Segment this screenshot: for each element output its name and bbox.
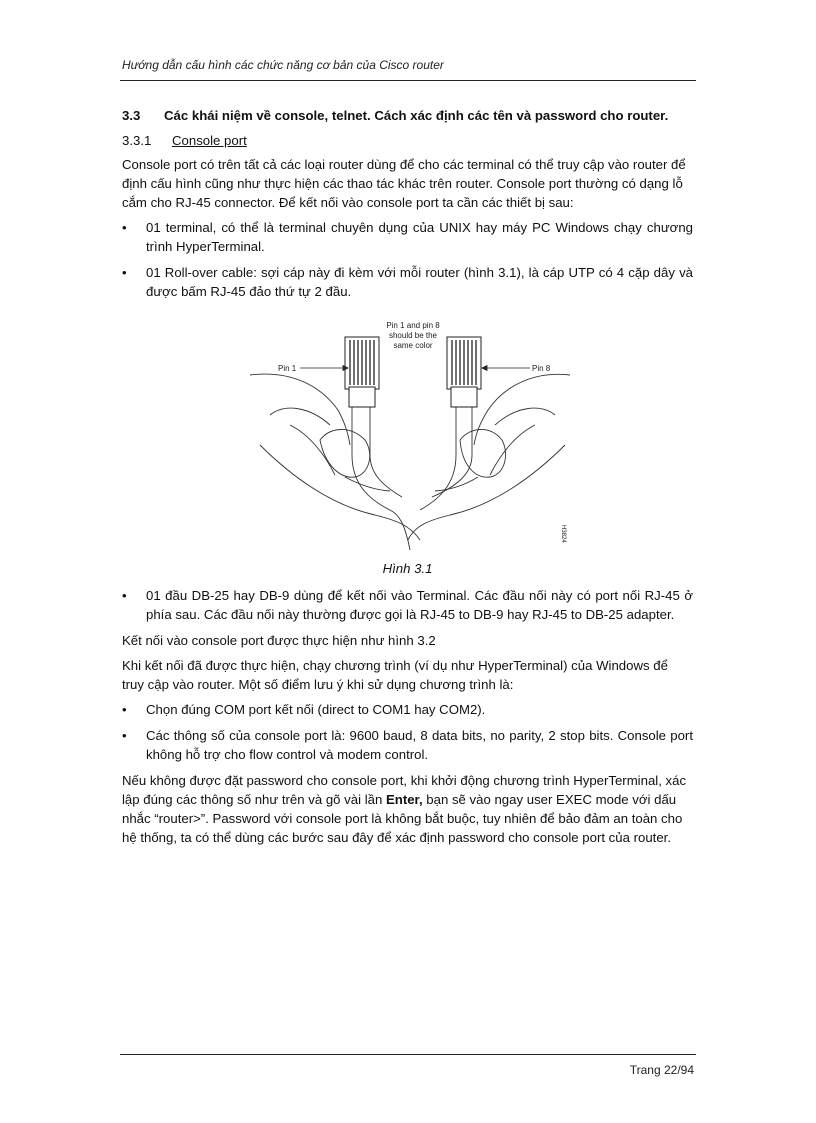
subsection-heading xyxy=(122,131,693,150)
bullet-icon: • xyxy=(122,702,127,717)
callout-arrows xyxy=(300,366,530,371)
cable-drawing xyxy=(352,407,472,550)
pin-note-line3: same color xyxy=(393,341,433,350)
page-body xyxy=(122,106,693,853)
left-rj45-connector xyxy=(345,337,379,407)
figure-rollover-cable xyxy=(122,315,693,555)
list-item xyxy=(122,586,693,624)
section-title: Các khái niệm về console, telnet. Cách xác định các tên và password cho router. xyxy=(164,108,669,123)
bullet-icon: • xyxy=(122,728,127,743)
left-hand-drawing xyxy=(250,374,420,540)
rj45-hands-illustration xyxy=(250,315,570,555)
bullet-icon: • xyxy=(122,220,127,235)
final-paragraph-part1: Nếu không được đặt password cho console port, khi khởi động chương trình HyperTerminal, xác lập đúng các thông số như trên và gõ vài lần xyxy=(122,773,687,807)
pin-note-line2: should be the xyxy=(388,331,438,340)
footer-divider xyxy=(120,1054,696,1055)
pin-note-line1: Pin 1 and pin 8 xyxy=(386,321,440,330)
page-number: Trang 22/94 xyxy=(629,1063,694,1077)
figure-code: H3824 xyxy=(560,525,566,543)
header-divider xyxy=(120,80,696,81)
enter-key-text: Enter, xyxy=(385,792,423,807)
pin8-label: Pin 8 xyxy=(532,364,551,373)
bullet-icon: • xyxy=(122,265,127,280)
connect-paragraph: Kết nối vào console port được thực hiện như hình 3.2 xyxy=(122,633,436,648)
section-heading xyxy=(122,106,693,125)
list-item xyxy=(122,263,693,301)
right-hand-drawing xyxy=(408,374,570,540)
list-item xyxy=(122,700,693,719)
page-header: Hướng dẫn cấu hình các chức năng cơ bản của Cisco router xyxy=(122,58,444,72)
section-number: 3.3 xyxy=(122,108,141,123)
pin1-label: Pin 1 xyxy=(278,364,297,373)
after-connect-paragraph: Khi kết nối đã được thực hiện, chạy chương trình (ví dụ như HyperTerminal) của Windows để truy cập vào router. Một số điểm lưu ý khi sử dụng chương trình là: xyxy=(122,658,668,692)
subsection-title: Console port xyxy=(172,133,247,148)
list-item-text: 01 terminal, có thể là terminal chuyên dụng của UNIX hay máy PC Windows chạy chương trình HyperTerminal. xyxy=(146,220,693,254)
list-item-text: Chọn đúng COM port kết nối (direct to COM1 hay COM2). xyxy=(146,702,486,717)
list-item-text: 01 Roll-over cable: sợi cáp này đi kèm với mỗi router (hình 3.1), là cáp UTP có 4 cặp dây và được bấm RJ-45 đảo thứ tự 2 đầu. xyxy=(146,265,693,299)
list-item xyxy=(122,726,693,764)
right-rj45-connector xyxy=(447,337,481,407)
list-item xyxy=(122,218,693,256)
final-paragraph-part2: bạn sẽ vào ngay user EXEC mode với dấu nhắc “router>”. Password với console port là không bắt buộc, tuy nhiên để bảo đảm an toàn cho hệ thống, ta có thể dùng các bước sau đây để xác định password cho console port của router. xyxy=(122,792,683,845)
list-item-text: Các thông số của console port là: 9600 baud, 8 data bits, no parity, 2 stop bits. Console port không hỗ trợ cho flow control và modem control. xyxy=(146,728,693,762)
bullet-icon: • xyxy=(122,588,127,603)
figure-caption: Hình 3.1 xyxy=(382,561,433,576)
list-item-text: 01 đầu DB-25 hay DB-9 dùng để kết nối vào Terminal. Các đầu nối này có port nối RJ-45 ở phía sau. Các đầu nối này thường được gọi là RJ-45 to DB-9 hay RJ-45 to DB-25 adapter. xyxy=(146,588,693,622)
subsection-number: 3.3.1 xyxy=(122,133,152,148)
final-paragraph xyxy=(122,771,693,847)
intro-paragraph: Console port có trên tất cả các loại router dùng để cho các terminal có thể truy cập vào router để định cấu hình cũng như thực hiện các thao tác khác trên router. Console port thường có dạng lỗ cắm cho RJ-45 connector. Để kết nối vào console port ta cần các thiết bị sau: xyxy=(122,157,686,210)
